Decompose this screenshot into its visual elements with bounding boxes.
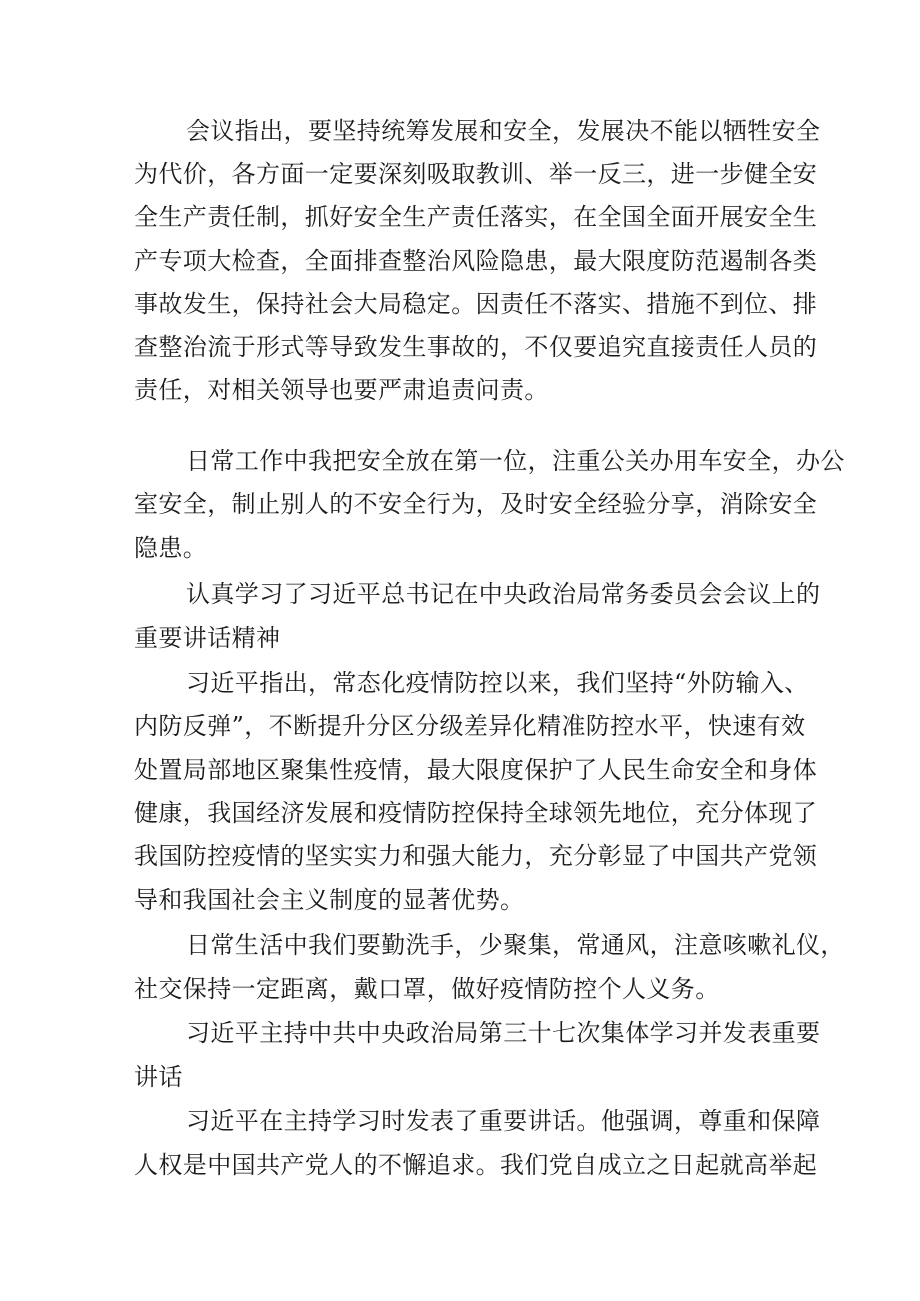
text-line: 责任，对相关领导也要严肃追责问责。: [134, 376, 549, 404]
text-line: 处置局部地区聚集性疫情，最大限度保护了人民生命安全和身体: [134, 756, 818, 784]
text-line: 隐患。: [134, 534, 208, 562]
text-line: 全生产责任制，抓好安全生产责任落实，在全国全面开展安全生: [134, 203, 818, 231]
text-line: 日常生活中我们要勤洗手，少聚集，常通风，注意咳嗽礼仪，: [186, 931, 845, 959]
text-line: 产专项大检查，全面排查整治风险隐患，最大限度防范遏制各类: [134, 247, 818, 275]
text-line: 习近平在主持学习时发表了重要讲话。他强调，尊重和保障: [186, 1107, 821, 1135]
text-line: 人权是中国共产党人的不懈追求。我们党自成立之日起就高举起: [134, 1151, 818, 1179]
text-line: 讲话: [134, 1063, 183, 1091]
text-line: 会议指出，要坚持统筹发展和安全，发展决不能以牺牲安全: [186, 117, 821, 145]
text-line: 查整治流于形式等导致发生事故的，不仅要追究直接责任人员的: [134, 333, 818, 361]
text-line: 习近平主持中共中央政治局第三十七次集体学习并发表重要: [186, 1019, 821, 1047]
text-line: 为代价，各方面一定要深刻吸取教训、举一反三，进一步健全安: [134, 160, 818, 188]
text-line: 导和我国社会主义制度的显著优势。: [134, 886, 525, 914]
text-line: 习近平指出，常态化疫情防控以来，我们坚持“外防输入、: [186, 669, 809, 697]
text-line: 重要讲话精神: [134, 624, 281, 652]
text-line: 日常工作中我把安全放在第一位，注重公关办用车安全，办公: [186, 447, 845, 475]
text-line: 社交保持一定距离，戴口罩，做好疫情防控个人义务。: [134, 975, 720, 1003]
text-line: 室安全，制止别人的不安全行为，及时安全经验分享，消除安全: [134, 490, 818, 518]
text-line: 健康，我国经济发展和疫情防控保持全球领先地位，充分体现了: [134, 799, 818, 827]
text-line: 我国防控疫情的坚实实力和强大能力，充分彰显了中国共产党领: [134, 842, 818, 870]
text-line: 认真学习了习近平总书记在中央政治局常务委员会会议上的: [186, 580, 821, 608]
text-line: 事故发生，保持社会大局稳定。因责任不落实、措施不到位、排: [134, 290, 818, 318]
text-line: 内防反弹”，不断提升分区分级差异化精准防控水平，快速有效: [134, 712, 806, 740]
